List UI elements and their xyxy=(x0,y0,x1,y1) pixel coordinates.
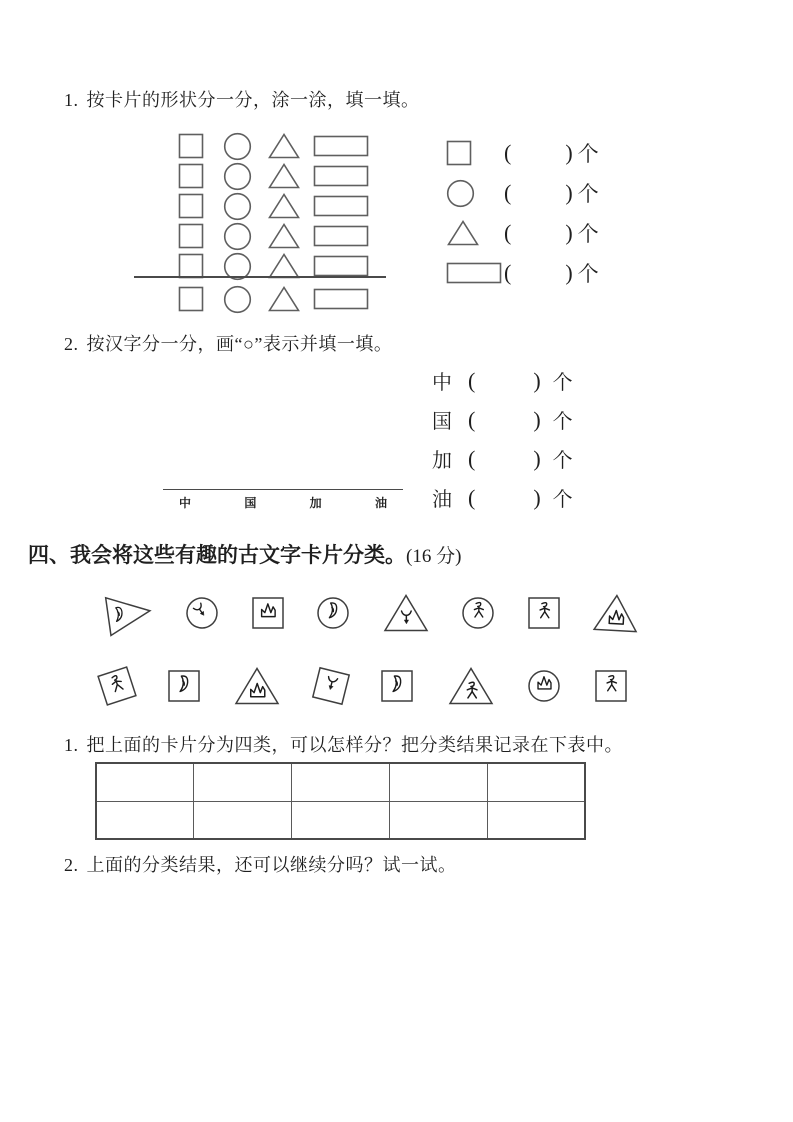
question2-number: 2. xyxy=(64,334,79,354)
q1-bottom-shape-row xyxy=(168,284,374,314)
card-circle-moon xyxy=(316,596,350,630)
unit-label: 个 xyxy=(577,262,599,286)
classification-table xyxy=(95,762,586,840)
grid-shape-cell xyxy=(313,224,369,248)
card-triangle-person xyxy=(447,666,495,706)
card-circle-mountain xyxy=(527,669,561,703)
answer-shape xyxy=(446,261,504,285)
question2-text-line xyxy=(64,330,392,356)
table-cell xyxy=(487,763,585,801)
q2-baseline xyxy=(163,489,403,511)
unit-label: 个 xyxy=(552,372,573,394)
rectangle-icon xyxy=(313,287,369,311)
paren-open: ( xyxy=(504,140,512,165)
q1-answer-row xyxy=(446,213,599,253)
square-icon xyxy=(178,223,204,249)
table-row xyxy=(96,801,585,839)
mountain-glyph-icon xyxy=(251,684,265,697)
sub2-number: 2. xyxy=(64,855,79,875)
rectangle-icon xyxy=(446,261,502,285)
paren-close: ) xyxy=(565,260,573,285)
triangle-right-outline xyxy=(106,592,153,635)
grid-shape-cell xyxy=(267,285,301,313)
paren-close: ) xyxy=(565,180,573,205)
table-cell xyxy=(96,763,194,801)
unit-label: 个 xyxy=(552,450,573,472)
triangle-icon xyxy=(446,219,480,247)
grid-shape-cell xyxy=(223,162,252,191)
question1-number: 1. xyxy=(64,90,79,110)
paren-close: ) xyxy=(533,367,541,393)
moon-glyph-icon xyxy=(115,607,123,621)
person-glyph-icon xyxy=(110,674,124,691)
mountain-glyph-icon xyxy=(538,677,551,689)
unit-label: 个 xyxy=(552,489,573,511)
section4-heading xyxy=(28,539,461,569)
grid-shape-cell xyxy=(267,132,301,160)
grid-shape-cell xyxy=(178,286,204,312)
ancient-cards-row1 xyxy=(100,583,640,643)
triangle-icon xyxy=(267,192,301,220)
grid-shape-cell xyxy=(313,254,369,278)
paren-close: ) xyxy=(533,484,541,510)
answer-character: 油 xyxy=(432,489,452,511)
answer-shape xyxy=(446,219,504,247)
char-label: 国 xyxy=(244,496,257,510)
q2-character-labels xyxy=(163,490,403,511)
sub1-text: 把上面的卡片分为四类，可以怎样分？把分类结果记录在下表中。 xyxy=(86,735,623,755)
mountain-glyph-icon xyxy=(261,604,275,617)
unit-label: 个 xyxy=(577,142,599,166)
q1-answer-row xyxy=(446,133,599,173)
grid-shape-cell xyxy=(178,223,204,249)
section4-sub2-line xyxy=(64,851,457,877)
rectangle-icon xyxy=(313,254,369,278)
ancient-cards-row2 xyxy=(100,651,628,721)
paren-open: ( xyxy=(468,367,476,393)
q2-answer-row xyxy=(432,400,573,439)
card-circle-arrow xyxy=(179,589,226,636)
person-glyph-icon xyxy=(607,676,616,691)
card-square-person xyxy=(96,665,139,708)
triangle-outline xyxy=(385,596,427,631)
q2-answer-blanks xyxy=(432,361,573,517)
table-cell xyxy=(96,801,194,839)
paren-open: ( xyxy=(468,484,476,510)
sub1-number: 1. xyxy=(64,735,79,755)
circle-icon xyxy=(223,222,252,251)
person-glyph-icon xyxy=(540,603,549,618)
circle-icon xyxy=(223,285,252,314)
paren-open: ( xyxy=(468,445,476,471)
q2-answer-row xyxy=(432,361,573,400)
square-icon xyxy=(178,133,204,159)
card-triangle-mountain xyxy=(233,666,281,706)
card-circle-person xyxy=(461,596,495,630)
paren-close: ) xyxy=(565,140,573,165)
paren-close: ) xyxy=(533,406,541,432)
card-square-moon xyxy=(380,669,414,703)
q1-shape-grid xyxy=(168,131,374,281)
paren-open: ( xyxy=(468,406,476,432)
square-outline xyxy=(253,598,283,628)
question1-text-line xyxy=(64,86,420,112)
answer-character: 中 xyxy=(432,372,452,394)
unit-label: 个 xyxy=(577,182,599,206)
q1-answer-row xyxy=(446,253,599,293)
person-glyph-icon xyxy=(467,682,477,698)
unit-label: 个 xyxy=(577,222,599,246)
rectangle-icon xyxy=(313,194,369,218)
paren-close: ) xyxy=(533,445,541,471)
char-label: 油 xyxy=(374,496,387,510)
square-icon xyxy=(178,193,204,219)
square-icon xyxy=(178,286,204,312)
mountain-glyph-icon xyxy=(609,610,624,624)
circle-outline xyxy=(529,671,559,701)
grid-shape-cell xyxy=(267,162,301,190)
table-cell xyxy=(389,763,487,801)
grid-shape-cell xyxy=(313,164,369,188)
card-triangle-arrow xyxy=(382,593,430,633)
triangle-icon xyxy=(267,132,301,160)
card-square-person xyxy=(594,669,628,703)
grid-shape-cell xyxy=(267,192,301,220)
circle-icon xyxy=(223,162,252,191)
rectangle-icon xyxy=(313,224,369,248)
circle-icon xyxy=(446,179,475,208)
answer-character: 国 xyxy=(432,411,452,433)
card-triangle-mountain xyxy=(591,592,641,634)
square-icon xyxy=(178,163,204,189)
square-icon xyxy=(446,140,472,166)
table-cell xyxy=(194,801,292,839)
rectangle-icon xyxy=(313,164,369,188)
table-cell xyxy=(389,801,487,839)
section4-score: (16 分) xyxy=(406,546,462,567)
table-cell xyxy=(292,801,390,839)
table-cell xyxy=(487,801,585,839)
q1-answer-blanks xyxy=(446,133,599,293)
answer-character: 加 xyxy=(432,450,452,472)
grid-shape-cell xyxy=(223,222,252,251)
grid-shape-cell xyxy=(223,285,252,314)
grid-shape-cell xyxy=(313,194,369,218)
grid-shape-cell xyxy=(313,287,369,311)
grid-shape-cell xyxy=(223,192,252,221)
card-square-person xyxy=(527,596,561,630)
moon-glyph-icon xyxy=(393,676,401,692)
paren-open: ( xyxy=(504,220,512,245)
section4-sub1-line xyxy=(64,731,623,757)
paren-open: ( xyxy=(504,180,512,205)
table-cell xyxy=(194,763,292,801)
card-square-arrow xyxy=(310,665,351,706)
triangle-icon xyxy=(267,162,301,190)
table-cell xyxy=(292,763,390,801)
grid-shape-cell xyxy=(267,222,301,250)
card-square-mountain xyxy=(251,596,285,630)
paren-open: ( xyxy=(504,260,512,285)
circle-icon xyxy=(223,192,252,221)
unit-label: 个 xyxy=(552,411,573,433)
circle-icon xyxy=(223,132,252,161)
arrow-glyph-icon xyxy=(194,603,208,618)
table-row xyxy=(96,763,585,801)
grid-shape-cell xyxy=(178,193,204,219)
question2-text: 按汉字分一分，画“○”表示并填一填。 xyxy=(86,334,393,354)
grid-shape-cell xyxy=(223,132,252,161)
grid-shape-cell xyxy=(178,133,204,159)
arrow-glyph-icon xyxy=(401,611,411,624)
section4-heading-main: 四、我会将这些有趣的古文字卡片分类。 xyxy=(28,544,406,567)
person-glyph-icon xyxy=(475,603,484,617)
question1-text: 按卡片的形状分一分，涂一涂，填一填。 xyxy=(86,90,420,110)
moon-glyph-icon xyxy=(330,603,337,618)
triangle-icon xyxy=(267,222,301,250)
q2-answer-row xyxy=(432,478,573,517)
sub2-text: 上面的分类结果，还可以继续分吗？试一试。 xyxy=(86,855,457,875)
answer-shape xyxy=(446,179,504,208)
char-label: 中 xyxy=(179,496,192,510)
grid-shape-cell xyxy=(313,134,369,158)
triangle-icon xyxy=(267,285,301,313)
q1-answer-row xyxy=(446,173,599,213)
card-triangle-right-moon xyxy=(97,585,157,640)
rectangle-icon xyxy=(313,134,369,158)
q2-answer-row xyxy=(432,439,573,478)
char-label: 加 xyxy=(309,496,322,510)
moon-glyph-icon xyxy=(180,676,188,692)
arrow-glyph-icon xyxy=(325,677,337,691)
q1-divider-line xyxy=(134,276,386,278)
paren-close: ) xyxy=(565,220,573,245)
answer-shape xyxy=(446,140,504,166)
grid-shape-cell xyxy=(178,163,204,189)
card-square-moon xyxy=(167,669,201,703)
